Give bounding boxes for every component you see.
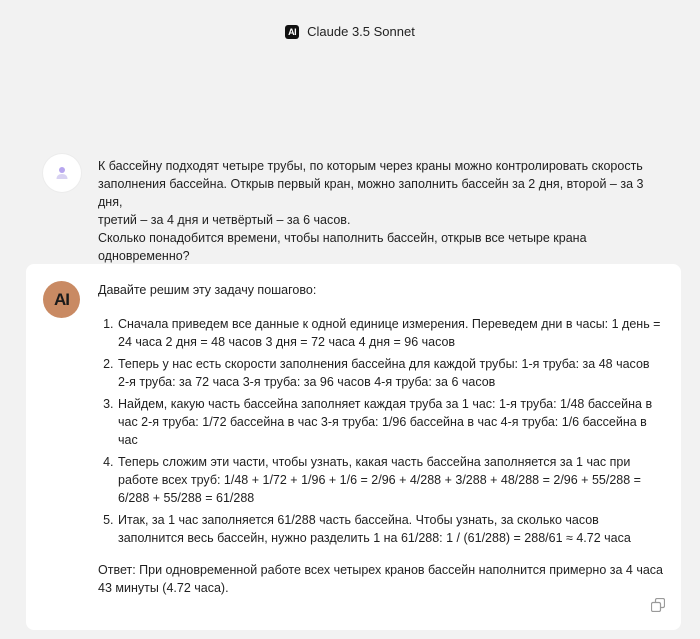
chat-header xyxy=(0,24,700,39)
answer-intro: Давайте решим эту задачу пошагово: xyxy=(98,283,317,297)
copy-icon[interactable] xyxy=(651,598,665,612)
assistant-message xyxy=(26,264,681,630)
solution-steps xyxy=(98,315,663,547)
solution-step: 1. Сначала приведем все данные к одной единице измерения. Переведем дни в часы: 1 день = 24 часа 2 дня = 48 часов 3 дня = 72 часа 4 дня = 96 часов xyxy=(117,315,663,351)
user-icon xyxy=(54,165,70,181)
solution-step: 3. Найдем, какую часть бассейна заполняет каждая труба за 1 час: 1-я труба: 1/48 бассейна в час 2-я труба: 1/72 бассейна в час 3-я труба: 1/96 бассейна в час 4-я труба: 1/6 бассейна в час xyxy=(117,395,663,449)
user-message xyxy=(43,154,670,265)
solution-step: 2. Теперь у нас есть скорости заполнения бассейна для каждой трубы: 1-я труба: за 48 часов 2-я труба: за 72 часа 3-я труба: за 96 часов 4-я труба: за 6 часов xyxy=(117,355,663,391)
solution-step: 4. Теперь сложим эти части, чтобы узнать, какая часть бассейна заполняется за 1 час при работе всех труб: 1/48 + 1/72 + 1/96 + 1/6 = 2/96 + 4/288 + 3/288 + 48/288 = 2/96 + 55/288 = 6/288 + 55/288 = 61/288 xyxy=(117,453,663,507)
assistant-avatar: AI xyxy=(43,281,80,318)
user-message-text: К бассейну подходят четыре трубы, по которым через краны можно контролировать скорость заполнения бассейна. Открыв первый кран, можно заполнить бассейн за 2 дня, второй – за 3 дня, третий – за 4 дня и четвёртый – за 6 часов. Сколько понадобится времени, чтобы наполнить бассейн, открыв все четыре крана одновременно? xyxy=(98,159,644,263)
answer-conclusion: Ответ: При одновременной работе всех четырех кранов бассейн наполнится примерно за 4 часа 43 минуты (4.72 часа). xyxy=(98,563,663,595)
anthropic-logo-icon: AI xyxy=(285,25,299,39)
solution-step: 5. Итак, за 1 час заполняется 61/288 часть бассейна. Чтобы узнать, за сколько часов заполнится весь бассейн, нужно разделить 1 на 61/288: 1 / (61/288) = 288/61 ≈ 4.72 часа xyxy=(117,511,663,547)
model-name: Claude 3.5 Sonnet xyxy=(307,24,415,39)
assistant-message-body xyxy=(98,281,663,597)
user-avatar xyxy=(43,154,81,192)
